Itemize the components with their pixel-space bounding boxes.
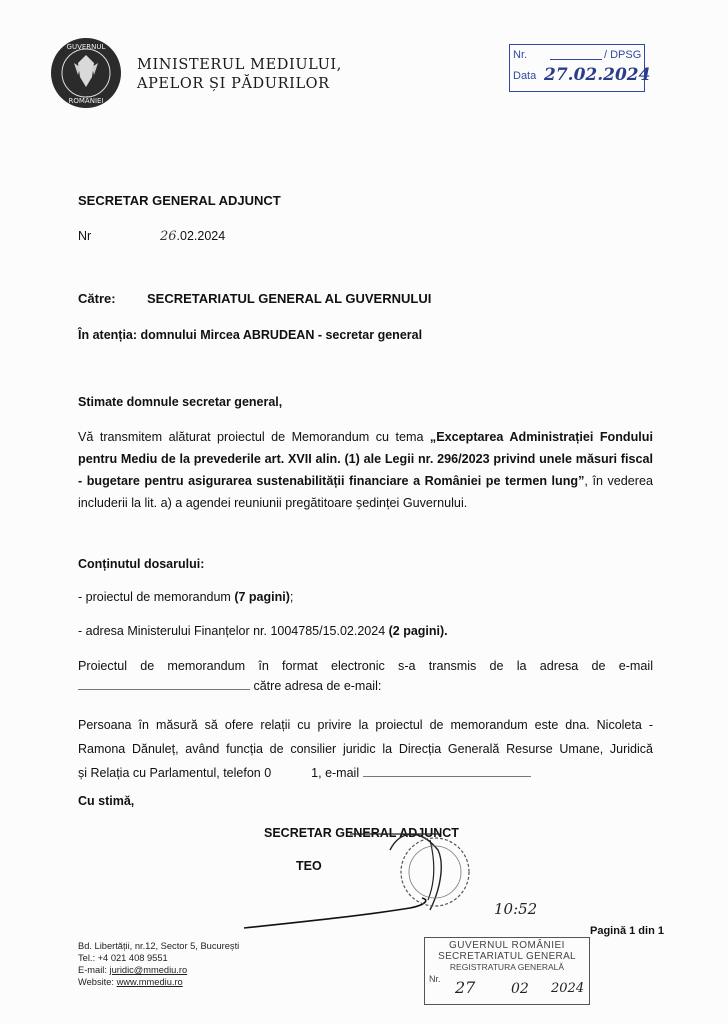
registry-stamp-nr: Nr.: [429, 974, 441, 984]
registry-stamp-year: 2024: [551, 981, 585, 996]
p1-intro: Vă transmitem alăturat proiectul de Memorandum cu tema: [78, 430, 430, 444]
paragraph-contact: [78, 713, 653, 785]
footer-contact: [78, 940, 239, 988]
p1-memorandum-title: „Exceptarea Administrației Fondului pentru Mediu de la prevederile art. XVII alin. (1) ale Legii nr. 296/2023 privind unele măsuri fiscal - bugetare pentru asigurarea sustenabilității financiare a României pe termen lung”: [78, 430, 653, 488]
item-1-end: ;: [289, 590, 294, 604]
p2-line-2-text: către adresa de e-mail:: [253, 679, 382, 693]
p2-line-2: [78, 679, 455, 693]
redacted-email-contact: [363, 776, 531, 777]
p3-phone-partial: 0: [264, 766, 272, 780]
ministry-line-1: MINISTERUL MEDIULUI,: [137, 57, 342, 73]
p2-line-1: Proiectul de memorandum în format electronic s-a transmis de la adresa de e-mail: [78, 659, 653, 673]
stamp-nr-label: Nr.: [513, 49, 528, 61]
registration-nr-handwritten: 26: [160, 229, 177, 244]
registration-nr-label: Nr: [78, 229, 92, 243]
stamp-nr-suffix: / DPSG: [604, 49, 642, 61]
footer-email-line: [78, 964, 239, 976]
registry-stamp-line-2: SECRETARIATUL GENERAL: [438, 951, 576, 962]
footer-website-link[interactable]: www.mmediu.ro: [116, 977, 183, 987]
government-seal-icon: [50, 37, 122, 109]
registry-stamp-month: 02: [511, 981, 529, 997]
registry-stamp-line-1: GUVERNUL ROMÂNIEI: [449, 940, 565, 951]
item-2-text: - adresa Ministerului Finanțelor nr. 1004785/15.02.2024: [78, 624, 389, 638]
closing: Cu stimă,: [78, 794, 135, 808]
ministry-line-2: APELOR ȘI PĂDURILOR: [137, 76, 330, 92]
registry-stamp-day: 27: [455, 978, 476, 997]
round-stamp-icon: [395, 832, 475, 912]
catre-label: Către:: [78, 291, 116, 306]
signature-name: TEO: [296, 859, 322, 873]
footer-email-label: E-mail:: [78, 965, 110, 975]
footer-website-label: Website:: [78, 977, 117, 987]
signature-title: SECRETAR GENERAL ADJUNCT: [264, 826, 459, 840]
p3-line-2: Ramona Dănuleț, având funcția de consilier juridic la Direcția Generală Resurse Umane, Juridică: [78, 742, 653, 756]
contents-item-2: [78, 624, 448, 638]
catre-value: SECRETARIATUL GENERAL AL GUVERNULUI: [147, 291, 432, 306]
redacted-email-from: [78, 689, 250, 690]
attention-line: În atenția: domnului Mircea ABRUDEAN - secretar general: [78, 328, 423, 342]
p3-line-3-text: și Relația cu Parlamentul, telefon: [78, 766, 265, 780]
footer-email-link[interactable]: juridic@mmediu.ro: [109, 965, 188, 975]
contents-item-1: [78, 590, 293, 604]
registration-stamp: [509, 44, 651, 92]
contents-heading: Conținutul dosarului:: [78, 557, 205, 571]
footer-tel: Tel.: +4 021 408 9551: [78, 953, 168, 963]
sender-title: SECRETAR GENERAL ADJUNCT: [78, 193, 281, 208]
seal-text-bottom: ROMÂNIEI: [68, 97, 104, 105]
footer-address: Bd. Libertății, nr.12, Sector 5, București: [78, 941, 240, 951]
registry-stamp: [424, 937, 590, 1005]
item-1-pages: (7 pagini): [234, 590, 290, 604]
paragraph-memorandum: [78, 426, 653, 514]
registration-date-text: .02.2024: [176, 229, 226, 243]
stamp-date-handwritten: 27.02.2024: [544, 65, 651, 85]
salutation: Stimate domnule secretar general,: [78, 395, 283, 409]
p3-line-1: Persoana în măsură să ofere relații cu privire la proiectul de memorandum este dna. Nicoleta -: [78, 718, 653, 732]
ministry-name: [137, 56, 342, 94]
item-1-text: - proiectul de memorandum: [78, 590, 235, 604]
handwritten-time: 10:52: [494, 900, 538, 918]
page-number: Pagină 1 din 1: [590, 925, 664, 937]
stamp-data-label: Data: [513, 70, 537, 82]
p3-line-3: [78, 761, 653, 785]
registration-date: [160, 229, 225, 244]
registry-stamp-line-3: REGISTRATURA GENERALĂ: [449, 962, 565, 972]
footer-website-line: [78, 976, 239, 988]
seal-text-top: GUVERNUL: [66, 43, 106, 51]
p3-email-label: 1, e-mail: [311, 766, 360, 780]
item-2-pages: (2 pagini).: [388, 624, 448, 638]
p1-end: , în vederea includerii la lit. a) a agendei reuniunii pregătitoare ședinței Guvernului.: [78, 474, 653, 510]
